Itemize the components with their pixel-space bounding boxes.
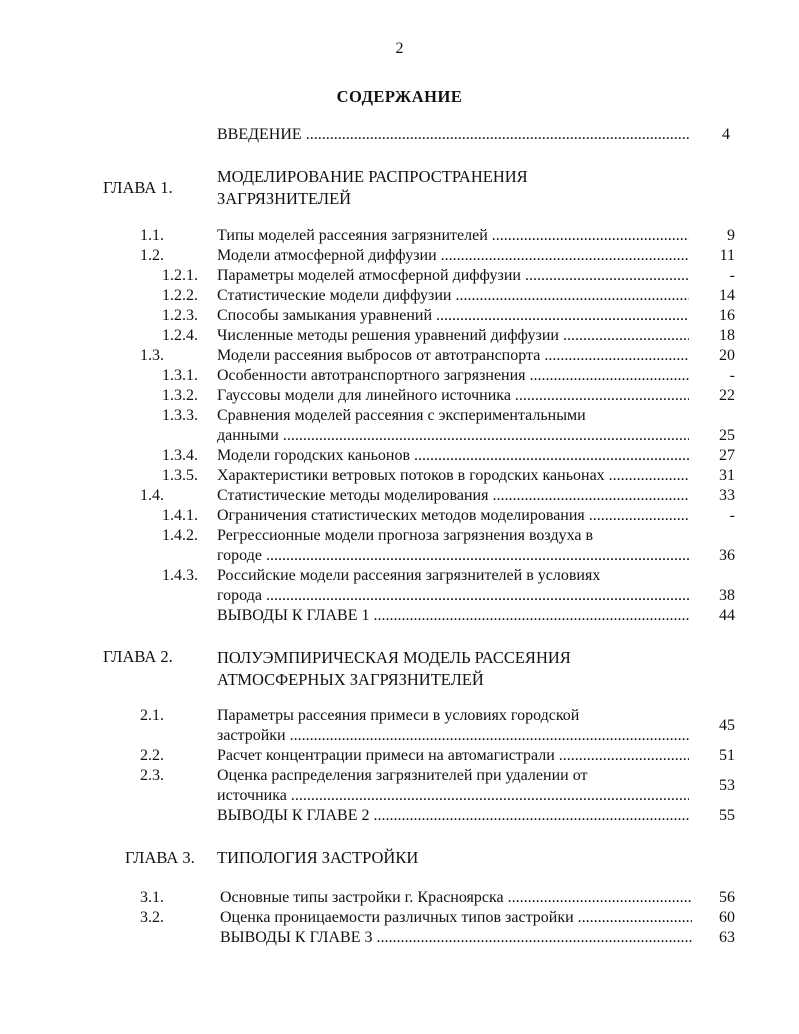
toc-entry-number: 1.4.: [140, 487, 164, 504]
toc-entry-text: Регрессионные модели прогноза загрязнения воздуха в: [217, 527, 594, 544]
toc-entry-page: 25: [719, 427, 735, 444]
chapter2-title: ПОЛУЭМПИРИЧЕСКАЯ МОДЕЛЬ РАССЕЯНИЯ АТМОСФЕРНЫХ ЗАГРЯЗНИТЕЛЕЙ: [217, 648, 571, 689]
chapter3-label: ГЛАВА 3.: [125, 848, 195, 867]
toc-entry-text: Типы моделей рассеяния загрязнителей .....: [217, 226, 689, 246]
toc-entry-page: 60: [719, 909, 735, 926]
toc-entry-page: 20: [719, 347, 735, 364]
toc-entry-text: Гауссовы модели для линейного источника .....: [217, 386, 689, 406]
toc-conclusion: ВЫВОДЫ К ГЛАВЕ 3 .....: [220, 928, 692, 948]
toc-entry-text: Статистические методы моделирования .....: [217, 486, 689, 506]
toc-entry-number: 1.1.: [140, 227, 164, 244]
toc-entry-text: Модели городских каньонов .....: [217, 446, 689, 466]
toc-entry-text-continued: города .....: [217, 586, 689, 606]
toc-entry-number: 3.2.: [140, 909, 164, 926]
toc-entry-number: 1.3.3.: [162, 407, 198, 424]
toc-entry-page: 11: [719, 247, 735, 264]
toc-entry-text-continued: данными .....: [217, 426, 689, 446]
toc-entry-number: 1.4.2.: [162, 527, 198, 544]
toc-entry-number: 3.1.: [140, 889, 164, 906]
chapter1-label: ГЛАВА 1.: [103, 178, 173, 197]
toc-entry-page: 14: [719, 287, 735, 304]
toc-entry-page: 22: [719, 387, 735, 404]
toc-entry-text: Статистические модели диффузии .....: [217, 286, 689, 306]
toc-entry-text: Расчет концентрации примеси на автомагистрали .....: [217, 746, 689, 766]
toc-entry-number: 2.2.: [140, 747, 164, 764]
toc-entry-text: Способы замыкания уравнений .....: [217, 306, 689, 326]
page-number: 2: [395, 40, 404, 57]
toc-entry-page: -: [729, 367, 735, 384]
toc-entry-number: 1.3.1.: [162, 367, 198, 384]
toc-entry-text: Модели рассеяния выбросов от автотранспорта .....: [217, 346, 689, 366]
toc-entry-text: Параметры моделей атмосферной диффузии .....: [217, 266, 689, 286]
toc-entry-text: Численные методы решения уравнений диффузии .....: [217, 326, 689, 346]
toc-entry-number: 1.2.3.: [162, 307, 198, 324]
toc-entry-text: Параметры рассеяния примеси в условиях городской: [217, 707, 580, 724]
toc-entry-page: 31: [719, 467, 735, 484]
toc-entry-page: 33: [719, 487, 735, 504]
toc-entry-number: 1.2.4.: [162, 327, 198, 344]
toc-entry-text: Особенности автотранспортного загрязнения .....: [217, 366, 689, 386]
toc-entry-page: 18: [719, 327, 735, 344]
toc-conclusion: ВЫВОДЫ К ГЛАВЕ 1 .....: [217, 606, 689, 626]
chapter1-title: МОДЕЛИРОВАНИЕ РАСПРОСТРАНЕНИЯ ЗАГРЯЗНИТЕЛЕЙ: [217, 167, 528, 208]
toc-entry-number: 1.2.1.: [162, 267, 198, 284]
toc-entry-page: 36: [719, 547, 735, 564]
toc-entry-text: Оценка проницаемости различных типов застройки .....: [220, 908, 692, 928]
toc-intro: ВВЕДЕНИЕ .....: [217, 125, 689, 145]
toc-entry-text: Основные типы застройки г. Красноярска .....: [220, 888, 692, 908]
toc-entry-page: 53: [719, 777, 735, 794]
toc-entry-page: 27: [719, 447, 735, 464]
toc-entry-number: 1.2.: [140, 247, 164, 264]
toc-entry-number: 1.4.1.: [162, 507, 198, 524]
toc-entry-page: 51: [719, 747, 735, 764]
toc-entry-number: 1.2.2.: [162, 287, 198, 304]
toc-entry-text-continued: источника .....: [217, 786, 689, 806]
toc-conclusion-page: 55: [719, 807, 735, 824]
toc-entry-text: Характеристики ветровых потоков в городских каньонах .....: [217, 466, 689, 486]
toc-entry-page: -: [729, 507, 735, 524]
toc-entry-number: 1.3.: [140, 347, 164, 364]
toc-entry-text: Сравнения моделей рассеяния с экспериментальными: [217, 407, 586, 424]
toc-entry-page: 16: [719, 307, 735, 324]
toc-entry-text: Оценка распределения загрязнителей при удалении от: [217, 767, 588, 784]
toc-entry-number: 2.1.: [140, 707, 164, 724]
toc-entry-text: Российские модели рассеяния загрязнителей в условиях: [217, 567, 601, 584]
toc-entry-text-continued: городе .....: [217, 546, 689, 566]
chapter2-label: ГЛАВА 2.: [103, 647, 173, 666]
toc-entry-page: 56: [719, 889, 735, 906]
toc-entry-page: 45: [719, 717, 735, 734]
toc-entry-text-continued: застройки .....: [217, 726, 689, 746]
toc-conclusion: ВЫВОДЫ К ГЛАВЕ 2 .....: [217, 806, 689, 826]
toc-conclusion-page: 44: [719, 607, 735, 624]
toc-entry-number: 1.4.3.: [162, 567, 198, 584]
toc-entry-number: 1.3.4.: [162, 447, 198, 464]
toc-entry-number: 1.3.2.: [162, 387, 198, 404]
toc-entry-page: -: [729, 267, 735, 284]
toc-entry-number: 2.3.: [140, 767, 164, 784]
toc-entry-text: Ограничения статистических методов моделирования .....: [217, 506, 689, 526]
toc-entry-number: 1.3.5.: [162, 467, 198, 484]
toc-entry-page: 9: [727, 227, 735, 244]
toc-conclusion-page: 63: [719, 929, 735, 946]
page-title: СОДЕРЖАНИЕ: [336, 87, 463, 106]
toc-entry-text: Модели атмосферной диффузии .....: [217, 246, 689, 266]
toc-intro-page: 4: [722, 126, 730, 143]
toc-entry-page: 38: [719, 587, 735, 604]
chapter3-title: ТИПОЛОГИЯ ЗАСТРОЙКИ: [217, 848, 419, 867]
